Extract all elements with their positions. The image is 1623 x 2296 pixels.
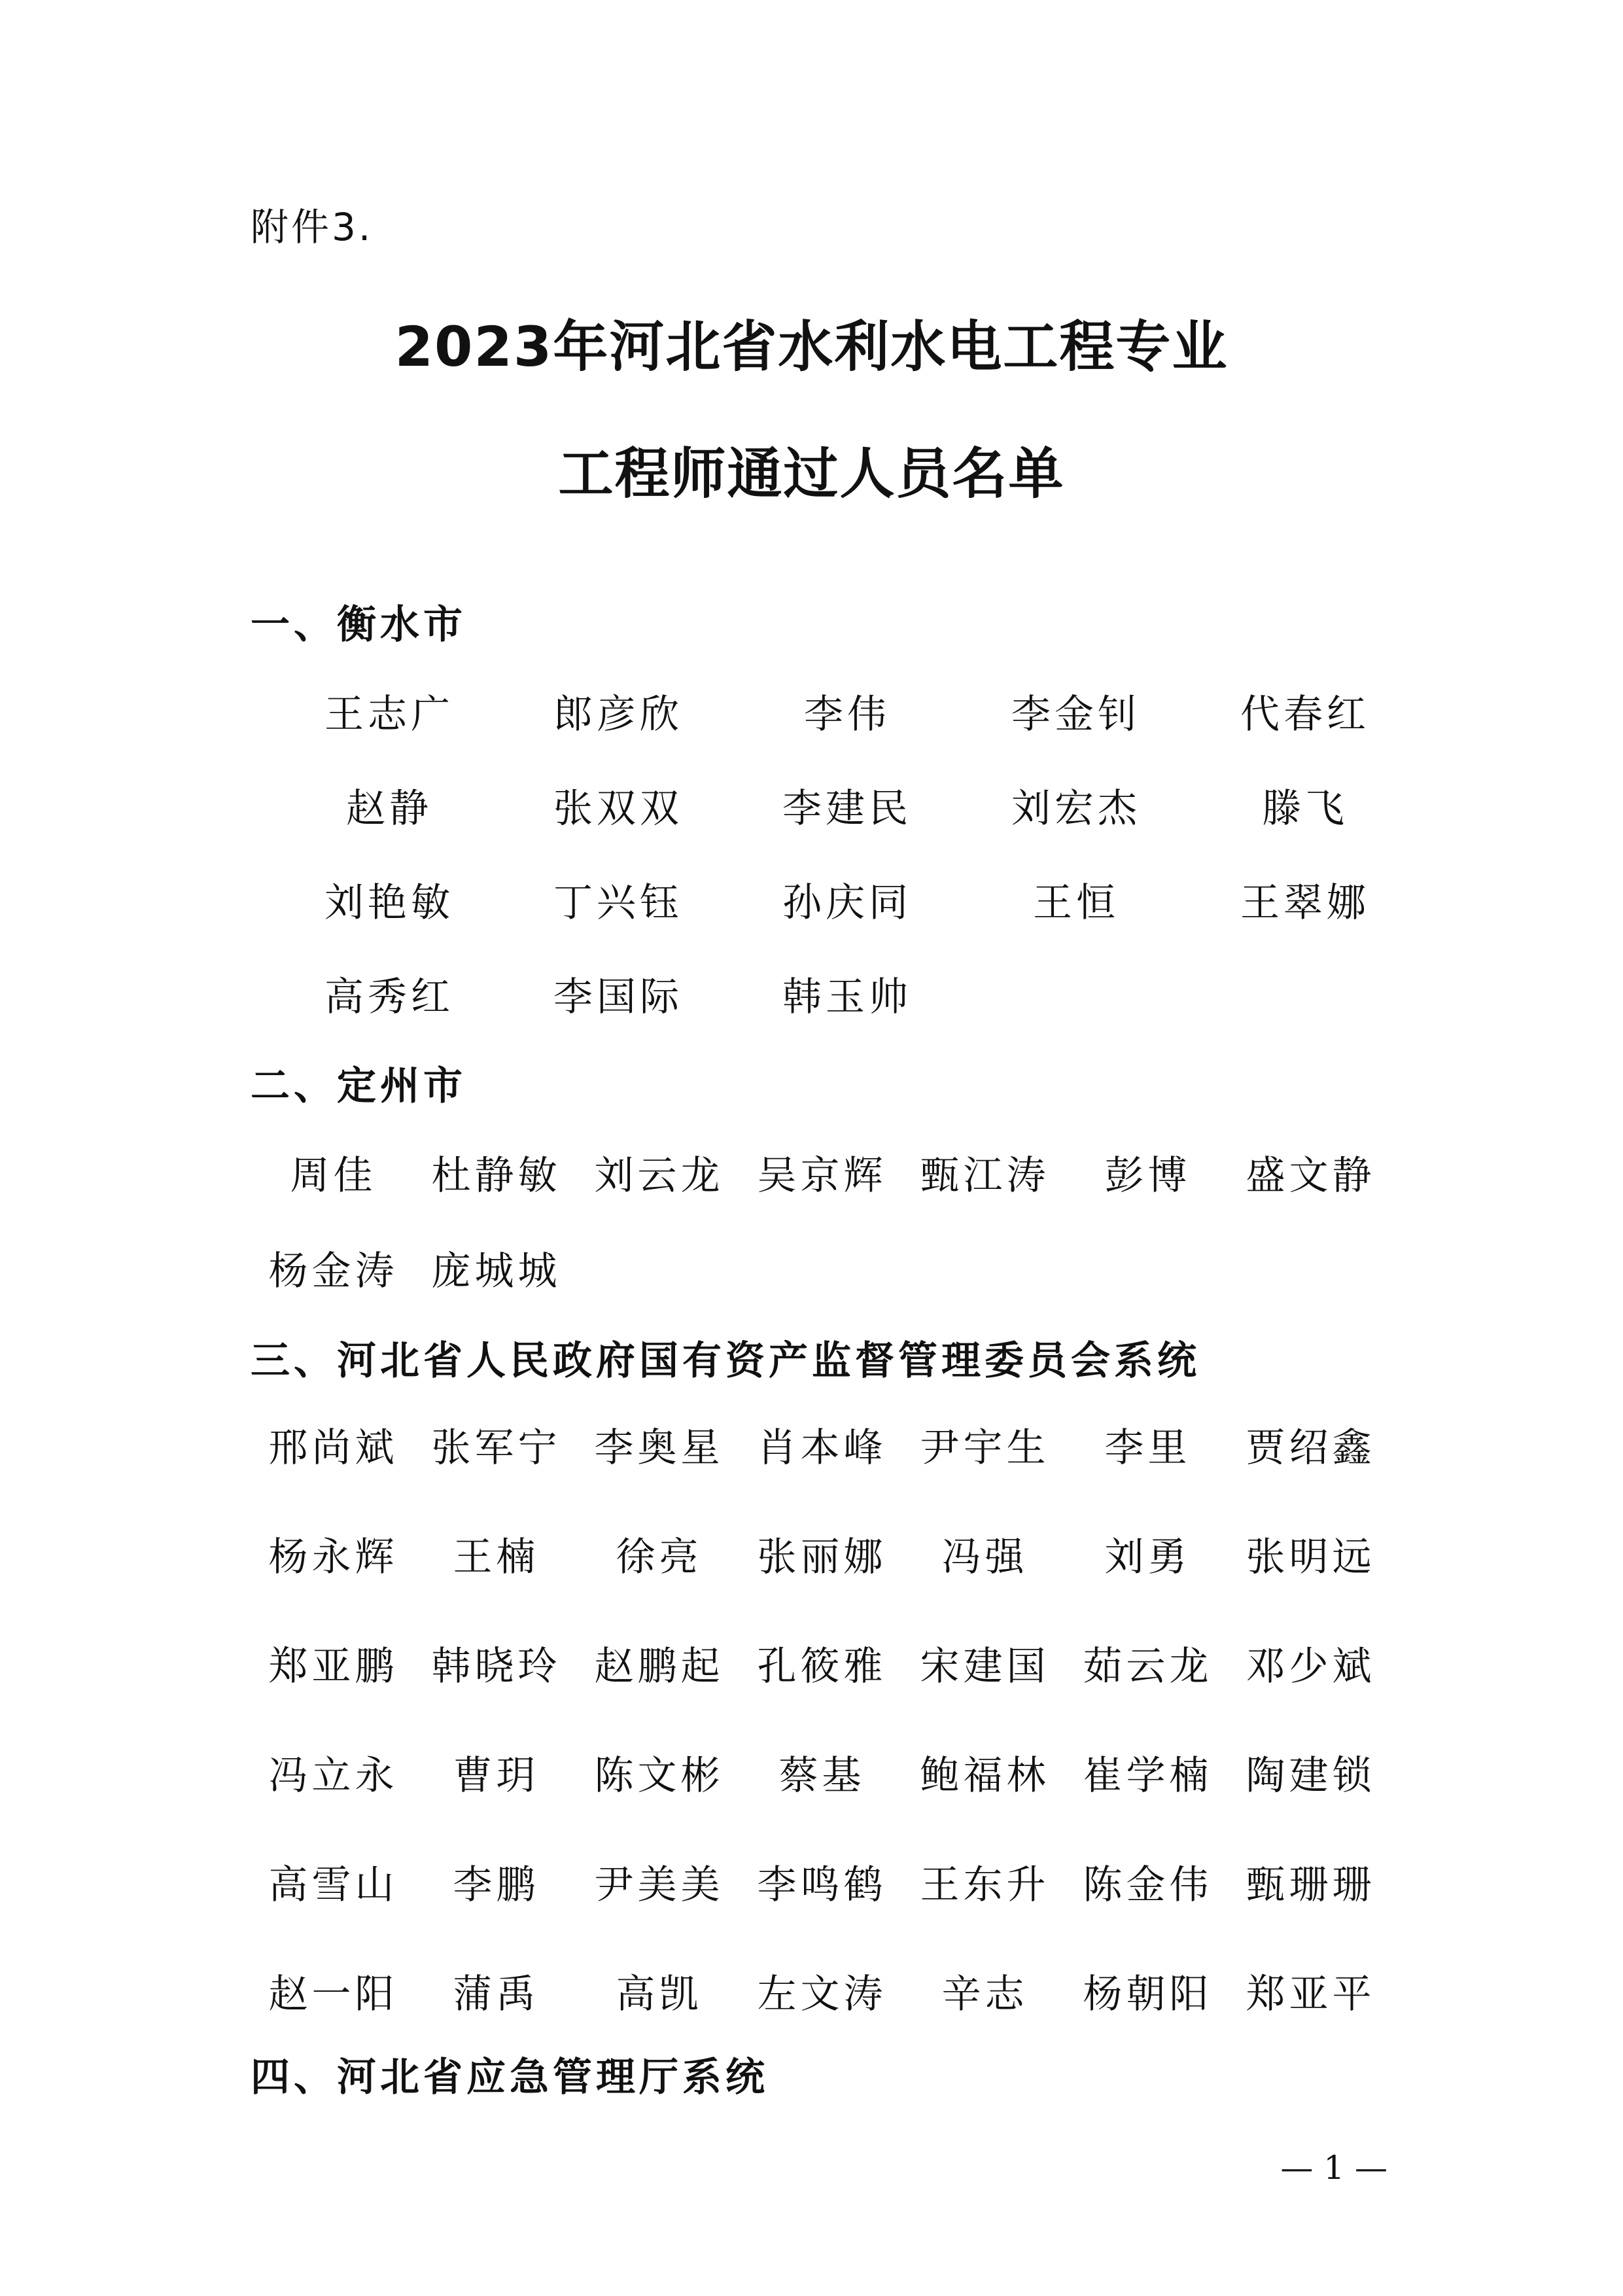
person-name: 张军宁 — [431, 1425, 561, 1471]
section-heading-sasac: 三、河北省人民政府国有资产监督管理委员会系统 — [251, 1338, 1200, 1384]
person-name: 高凯 — [616, 1971, 703, 2017]
person-name: 代春红 — [1240, 692, 1370, 737]
person-name: 崔学楠 — [1083, 1753, 1213, 1799]
person-name: 鲍福林 — [920, 1753, 1050, 1799]
name-list-dingzhou — [252, 1153, 1392, 1347]
person-name: 甄珊珊 — [1246, 1862, 1376, 1908]
document-title-line-1: 2023年河北省水利水电工程专业 — [394, 315, 1229, 379]
person-name: 张明远 — [1246, 1534, 1376, 1580]
person-name: 李里 — [1104, 1425, 1191, 1471]
person-name: 杨永辉 — [268, 1534, 398, 1580]
page-number: — 1 — — [1280, 2149, 1387, 2187]
person-name: 陈文彬 — [594, 1753, 724, 1799]
person-name: 孔筱雅 — [757, 1644, 887, 1689]
person-name: 高秀红 — [324, 974, 454, 1020]
person-name: 盛文静 — [1246, 1153, 1376, 1199]
person-name: 宋建国 — [920, 1644, 1050, 1689]
person-name: 曹玥 — [453, 1753, 540, 1799]
person-name: 张丽娜 — [757, 1534, 887, 1580]
person-name: 刘宏杰 — [1011, 786, 1141, 832]
person-name: 滕飞 — [1262, 786, 1348, 832]
person-name: 尹美美 — [594, 1862, 724, 1908]
person-name: 杜静敏 — [431, 1153, 561, 1199]
person-name: 李金钊 — [1011, 692, 1141, 737]
person-name: 丁兴钰 — [553, 880, 683, 926]
attachment-label: 附件3. — [251, 205, 374, 249]
name-list-hengshui — [275, 692, 1420, 1072]
person-name: 冯强 — [941, 1534, 1028, 1580]
person-name: 王志广 — [324, 692, 454, 737]
person-name: 韩晓玲 — [431, 1644, 561, 1689]
person-name: 吴京辉 — [757, 1153, 887, 1199]
person-name: 肖本峰 — [757, 1425, 887, 1471]
person-name: 王翠娜 — [1240, 880, 1370, 926]
person-name: 王恒 — [1033, 880, 1119, 926]
person-name: 辛志 — [941, 1971, 1028, 2017]
person-name: 周佳 — [290, 1153, 377, 1199]
person-name: 贾绍鑫 — [1246, 1425, 1376, 1471]
person-name: 李鸣鹤 — [757, 1862, 887, 1908]
person-name: 赵鹏起 — [594, 1644, 724, 1689]
person-name: 王楠 — [453, 1534, 540, 1580]
person-name: 刘艳敏 — [324, 880, 454, 926]
document-title-line-2: 工程师通过人员名单 — [558, 442, 1065, 506]
person-name: 茹云龙 — [1083, 1644, 1213, 1689]
person-name: 张双双 — [553, 786, 683, 832]
person-name: 韩玉帅 — [782, 974, 912, 1020]
person-name: 邓少斌 — [1246, 1644, 1376, 1689]
person-name: 杨金涛 — [268, 1248, 398, 1294]
person-name: 邢尚斌 — [268, 1425, 398, 1471]
person-name: 郑亚平 — [1246, 1971, 1376, 2017]
section-heading-emergency: 四、河北省应急管理厅系统 — [251, 2055, 769, 2100]
person-name: 杨朝阳 — [1083, 1971, 1213, 2017]
person-name: 尹宇生 — [920, 1425, 1050, 1471]
person-name: 赵一阳 — [268, 1971, 398, 2017]
person-name: 李伟 — [804, 692, 890, 737]
person-name: 蒲禹 — [453, 1971, 540, 2017]
person-name: 陈金伟 — [1083, 1862, 1213, 1908]
person-name: 李国际 — [553, 974, 683, 1020]
person-name: 陶建锁 — [1246, 1753, 1376, 1799]
person-name: 甄江涛 — [920, 1153, 1050, 1199]
section-heading-hengshui: 一、衡水市 — [251, 602, 466, 648]
person-name: 孙庆同 — [782, 880, 912, 926]
person-name: 王东升 — [920, 1862, 1050, 1908]
person-name: 李建民 — [782, 786, 912, 832]
person-name: 徐亮 — [616, 1534, 703, 1580]
person-name: 冯立永 — [268, 1753, 398, 1799]
person-name: 彭博 — [1104, 1153, 1191, 1199]
person-name: 蔡基 — [778, 1753, 865, 1799]
person-name: 刘勇 — [1104, 1534, 1191, 1580]
name-list-sasac — [252, 1425, 1392, 2084]
person-name: 郎彦欣 — [553, 692, 683, 737]
person-name: 庞城城 — [431, 1248, 561, 1294]
person-name: 赵静 — [346, 786, 432, 832]
section-heading-dingzhou: 二、定州市 — [251, 1063, 466, 1109]
person-name: 李鹏 — [453, 1862, 540, 1908]
person-name: 李奥星 — [594, 1425, 724, 1471]
person-name: 左文涛 — [757, 1971, 887, 2017]
person-name: 刘云龙 — [594, 1153, 724, 1199]
person-name: 高雪山 — [268, 1862, 398, 1908]
person-name: 郑亚鹏 — [268, 1644, 398, 1689]
